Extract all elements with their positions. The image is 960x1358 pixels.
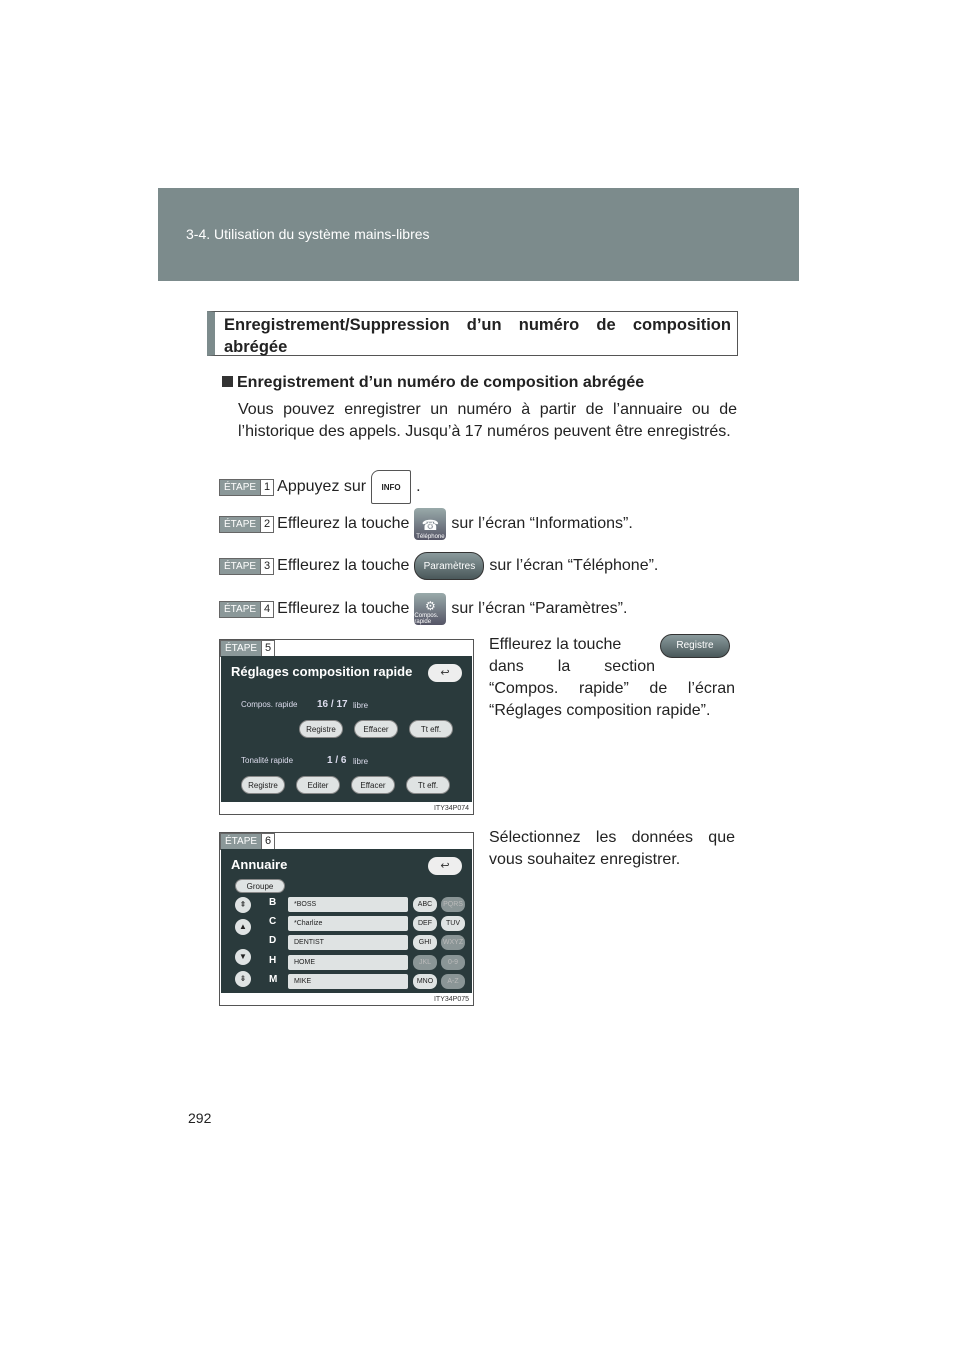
step-text: Effleurez la touche [277,515,410,532]
screenshot-annuaire [219,832,474,1006]
step-badge [219,558,274,575]
contact-entry: HOME [288,955,408,970]
alpha-key: MNO [413,974,437,989]
step-badge-label: ÉTAPE [221,641,261,656]
row-unit: libre [353,701,369,710]
telephone-button-icon [414,508,446,540]
contact-entry: *BOSS [288,897,408,912]
step-3 [219,549,658,583]
step-badge [220,833,275,850]
screen-title: Réglages composition rapide [231,664,413,679]
registre-button-icon: Registre [660,634,730,658]
figure-code: ITY34P074 [433,805,469,812]
tout-effacer-button: Tt eff. [406,776,450,794]
speed-dial-icon: ⚙ [425,599,436,613]
topic-title-line2: abrégée [224,338,288,356]
step-text: sur l’écran “Informations”. [451,515,633,532]
step-text: Effleurez la touche [489,636,622,653]
topic-title-box [207,311,738,356]
alpha-key: 0-9 [441,955,465,970]
registre-button: Registre [241,776,285,794]
scroll-up-icon: ▲ [235,919,251,935]
step-5-text [489,634,735,722]
title-word: composition [632,316,731,334]
editer-button: Editer [296,776,340,794]
effacer-button: Effacer [351,776,395,794]
subheading [222,374,644,392]
index-letter: B [269,897,277,908]
step-badge-number: 1 [260,480,273,495]
step-text: sur l’écran “Paramètres”. [451,600,628,617]
step-4 [219,592,627,626]
intro-paragraph: Vous pouvez enregistrer un numéro à partir de l’annuaire ou de l’historique des appels. Jusqu’à 17 numéros peuvent être enregistrés. [238,401,737,440]
alpha-key: PQRS [441,897,465,912]
step-badge-number: 5 [261,641,274,656]
screen-title: Annuaire [231,857,288,872]
topic-title-line1 [224,314,731,336]
effacer-button: Effacer [354,720,398,738]
row-unit: libre [353,757,369,766]
contact-entry: *Charlize [288,916,408,931]
row-label: Compos. rapide [241,700,298,709]
alpha-key: JKL [413,955,437,970]
step-badge-label: ÉTAPE [221,834,261,849]
section-header-band [158,188,799,281]
screen-display [221,656,472,802]
index-letter: C [269,916,277,927]
step-badge-number: 4 [260,602,273,617]
alpha-key: GHI [413,935,437,950]
info-button-icon: INFO [371,470,411,504]
step-badge-number: 3 [260,559,273,574]
registre-button: Registre [299,720,343,738]
groupe-button: Groupe [235,879,285,893]
figure-code: ITY34P075 [433,996,469,1003]
title-word: Enregistrement/Suppression [224,316,450,334]
compos-rapide-button-icon [414,593,446,625]
screen-display [221,849,472,993]
alpha-key: ABC [413,897,437,912]
row-count: 1 / 6 [327,755,347,766]
phone-handset-icon: ☎ [421,517,440,533]
contact-entry: DENTIST [288,935,408,950]
index-letter: M [269,974,278,985]
alpha-key: WXYZ [441,935,465,950]
step-text: . [416,478,421,495]
compos-rapide-button-label: Compos. rapide [414,613,439,625]
title-word: de [596,316,616,334]
screenshot-reglages-composition-rapide [219,639,474,815]
step-badge [219,479,274,496]
page-up-icon: ⇞ [235,897,251,913]
contact-entry: MIKE [288,974,408,989]
page-down-icon: ⇟ [235,971,251,987]
alpha-key: DEF [413,916,437,931]
scroll-down-icon: ▼ [235,949,251,965]
index-letter: D [269,935,277,946]
step-badge-label: ÉTAPE [220,517,260,532]
step-text: Appuyez sur [277,478,367,495]
row-label: Tonalité rapide [241,756,294,765]
step-badge [219,516,274,533]
title-word: numéro [518,316,580,334]
step-text: sur l’écran “Téléphone”. [489,557,659,574]
step-text: dans la section “Compos. rapide” de l’écran “Réglages composition rapide”. [489,658,735,719]
square-bullet-icon [222,376,233,387]
row-count: 16 / 17 [317,699,348,710]
step-text: Effleurez la touche [277,600,410,617]
step-badge [220,640,275,657]
back-arrow-icon: ↩ [428,664,462,682]
step-badge-label: ÉTAPE [220,480,260,495]
step-badge-number: 2 [260,517,273,532]
step-badge-label: ÉTAPE [220,602,260,617]
step-text: Effleurez la touche [277,557,410,574]
step-2 [219,507,633,541]
alpha-key: TUV [441,916,465,931]
section-title: 3-4. Utilisation du système mains-libres [186,226,430,242]
alpha-key: A-Z [441,974,465,989]
step-1 [219,470,421,504]
step-badge-label: ÉTAPE [220,559,260,574]
back-arrow-icon: ↩ [428,857,462,875]
index-letter: H [269,955,277,966]
subheading-text: Enregistrement d’un numéro de composition abrégée [237,374,645,391]
telephone-button-label: Téléphone [416,534,445,540]
title-word: d’un [466,316,502,334]
step-badge [219,601,274,618]
page-number: 292 [188,1110,212,1126]
step-badge-number: 6 [261,834,274,849]
step-6-text: Sélectionnez les données que vous souhaitez enregistrer. [489,829,735,868]
tout-effacer-button: Tt eff. [409,720,453,738]
parametres-button-icon: Paramètres [414,552,484,580]
